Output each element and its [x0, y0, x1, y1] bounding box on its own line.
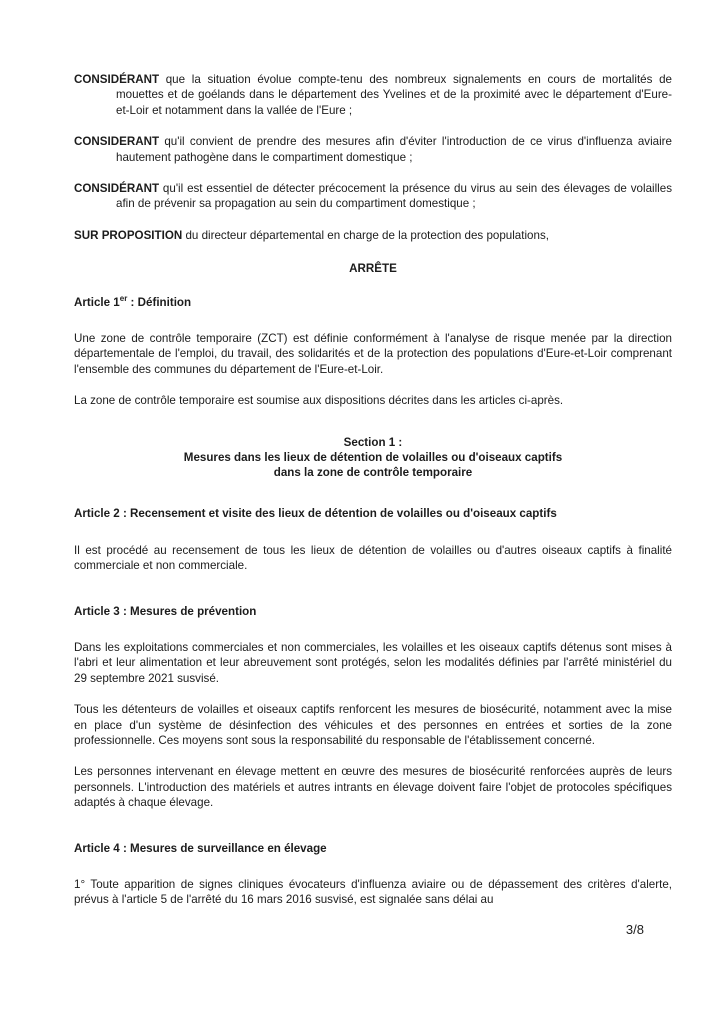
article-1-title	[74, 295, 672, 310]
considerant-text: qu'il convient de prendre des mesures afin d'éviter l'introduction de ce virus d'influenza aviaire hautement pathogène dans le compartiment domestique ;	[116, 135, 672, 164]
considerant-1	[74, 72, 672, 118]
considerant-text: que la situation évolue compte-tenu des nombreux signalements en cours de mortalités de mouettes et de goélands dans le département des Yvelines et de la proximité avec le département d'Eure-et-Loir et notamment dans la vallée de l'Eure ;	[116, 73, 672, 117]
proposition-text: du directeur départemental en charge de la protection des populations,	[182, 228, 549, 242]
article-1-title-prefix: Article 1	[74, 295, 120, 309]
article-1-paragraph: La zone de contrôle temporaire est soumise aux dispositions décrites dans les articles ci-après.	[74, 394, 564, 408]
considerant-3	[74, 181, 672, 212]
article-3-paragraph: Les personnes intervenant en élevage mettent en œuvre des mesures de biosécurité renforcées auprès de leurs personnels. L'introduction des matériels et autres intrants en élevage doivent faire l'objet de protocoles spécifiques adaptés à chaque élevage.	[74, 765, 672, 810]
considerant-text: qu'il est essentiel de détecter précocement la présence du virus au sein des élevages de volailles afin de prévenir sa propagation au sein du compartiment domestique ;	[116, 182, 672, 211]
considerant-keyword: CONSIDÉRANT	[74, 73, 160, 86]
article-3-title: Article 3 : Mesures de prévention	[74, 604, 257, 618]
considerant-2	[74, 134, 672, 165]
page-number: 3/8	[625, 922, 644, 937]
article-2-paragraph: Il est procédé au recensement de tous les lieux de détention de volailles ou d'autres oiseaux captifs à finalité commerciale et non commerciale.	[74, 543, 672, 573]
considerant-keyword: CONSIDERANT	[74, 135, 160, 149]
considerant-keyword: CONSIDÉRANT	[74, 182, 160, 196]
section-1-title-line-1: Mesures dans les lieux de détention de volailles ou d'oiseaux captifs	[183, 450, 563, 464]
section-1-title-line-2: dans la zone de contrôle temporaire	[273, 466, 473, 480]
article-1-title-suffix: : Définition	[127, 295, 192, 309]
article-3-paragraph: Tous les détenteurs de volailles et oiseaux captifs renforcent les mesures de biosécurité, notamment avec la mise en place d'un système de désinfection des véhicules et des personnes en entrées et sorties de la zone professionnelle. Ces moyens sont sous la responsabilité du responsable de l'établissement concerné.	[74, 703, 672, 747]
article-4-title: Article 4 : Mesures de surveillance en élevage	[74, 841, 327, 855]
article-3-paragraph: Dans les exploitations commerciales et non commerciales, les volailles et les oiseaux captifs détenus sont mises à l'abri et leur alimentation et leur abreuvement sont protégés, selon les modalités définies par l'arrêté ministériel du 29 septembre 2021 susvisé.	[74, 640, 672, 685]
section-1-heading	[74, 435, 672, 481]
article-4-paragraph: 1° Toute apparition de signes cliniques évocateurs d'influenza aviaire ou de dépassement des critères d'alerte, prévus à l'article 5 de l'arrêté du 16 mars 2016 susvisé, est signalée sans délai au	[74, 877, 672, 907]
arrete-heading: ARRÊTE	[349, 262, 397, 276]
article-1-paragraph: Une zone de contrôle temporaire (ZCT) est définie conformément à l'analyse de risque menée par la direction départementale de l'emploi, du travail, des solidarités et de la protection des populations d'Eure-et-Loir comprenant l'ensemble des communes du département de l'Eure-et-Loir.	[74, 332, 672, 376]
article-1-title-sup: er	[119, 293, 128, 303]
section-1-label: Section 1 :	[343, 435, 403, 449]
proposition-keyword: SUR PROPOSITION	[74, 228, 183, 242]
proposition-paragraph	[74, 228, 672, 243]
article-2-title: Article 2 : Recensement et visite des lieux de détention de volailles ou d'oiseaux captifs	[74, 507, 557, 521]
